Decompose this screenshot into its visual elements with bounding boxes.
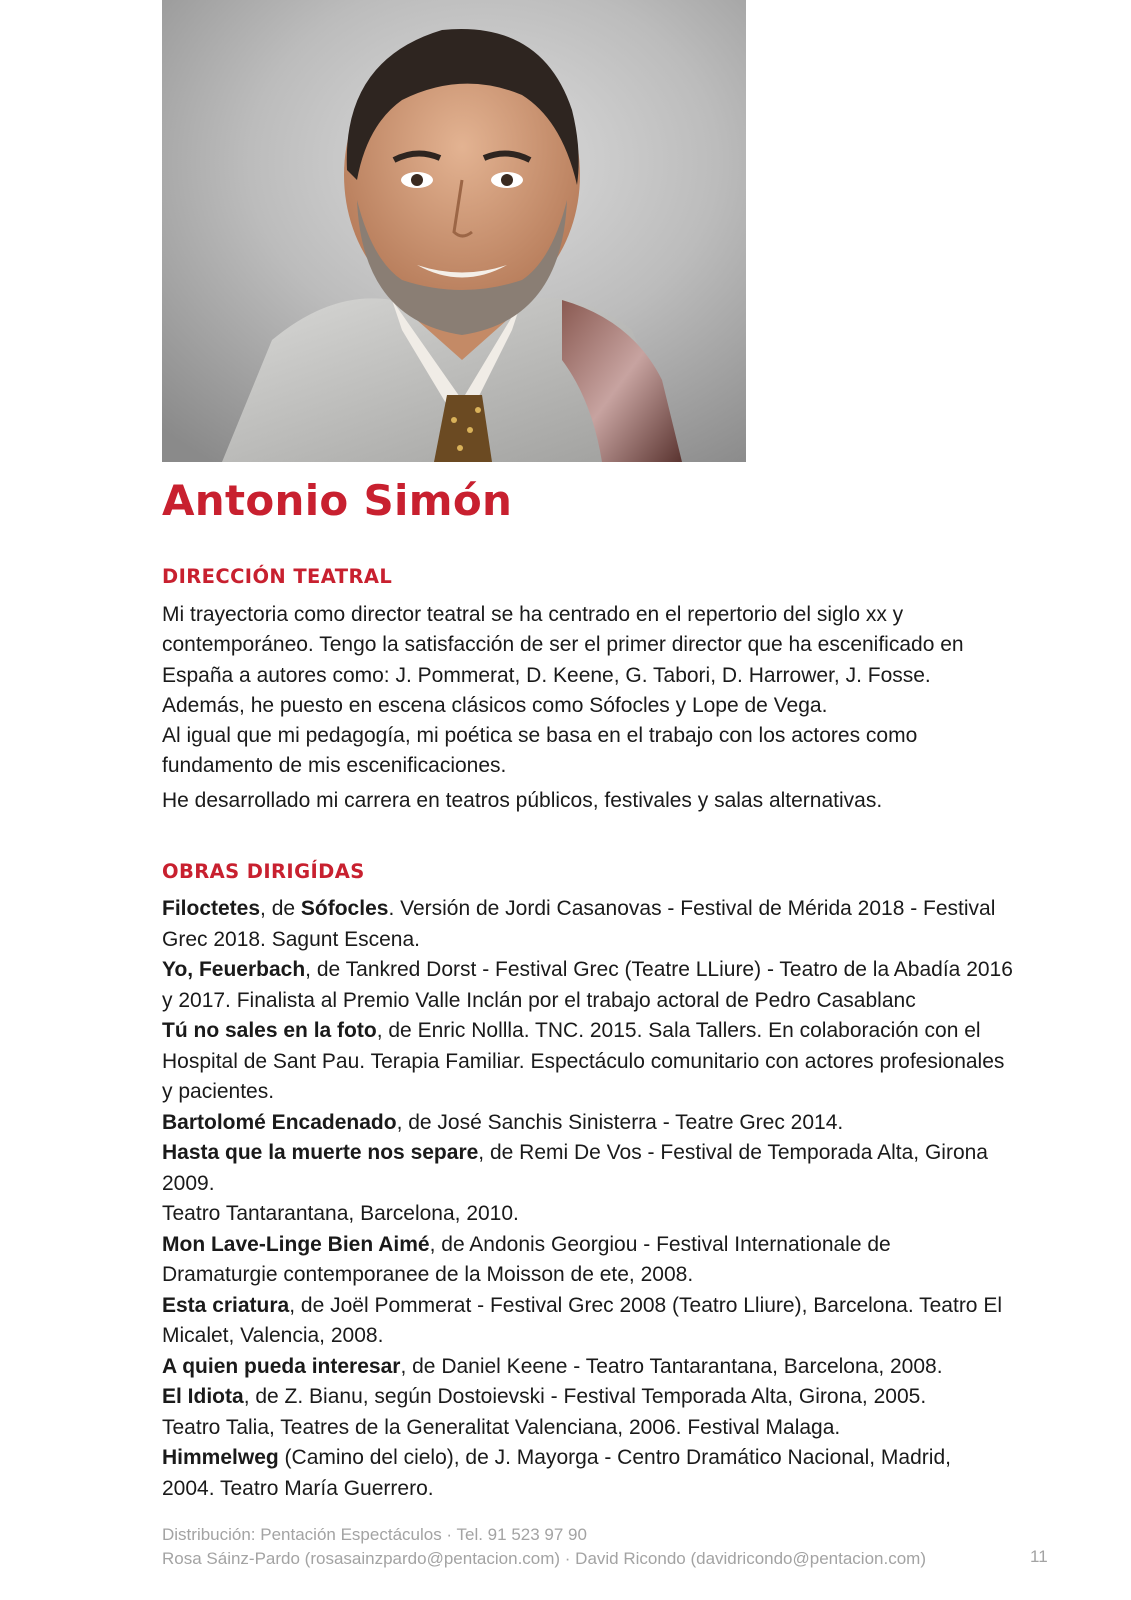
work-title: El Idiota: [162, 1385, 244, 1408]
work-details: (Camino del cielo), de J. Mayorga - Centro Dramático Nacional, Madrid,: [278, 1446, 951, 1469]
section-heading-obras: OBRAS DIRIGÍDAS: [162, 860, 365, 883]
work-details-line: Hospital de Sant Pau. Terapia Familiar. Espectáculo comunitario con actores profesionales: [162, 1049, 1005, 1073]
work-details-line: Teatro Talia, Teatres de la Generalitat Valenciana, 2006. Festival Malaga.: [162, 1415, 841, 1439]
work-item-el-idiota: [162, 1382, 1062, 1443]
work-details: , de Enric Nollla. TNC. 2015. Sala Tallers. En colaboración con el: [376, 1019, 981, 1042]
work-title: Himmelweg: [162, 1446, 279, 1469]
footer-contact: [162, 1523, 926, 1571]
work-item-bartolome-encadenado: [162, 1108, 1062, 1139]
bio-line: fundamento de mis escenificaciones.: [162, 754, 507, 778]
work-item-himmelweg: [162, 1443, 1062, 1504]
work-title: Hasta que la muerte nos separe: [162, 1141, 479, 1164]
work-details: , de Z. Bianu, según Dostoievski - Festival Temporada Alta, Girona, 2005.: [243, 1385, 927, 1408]
work-item-tu-no-sales-en-la-foto: [162, 1016, 1062, 1108]
footer-contacts: Rosa Sáinz-Pardo (rosasainzpardo@pentacion.com) · David Ricondo (davidricondo@pentacion.com): [162, 1549, 926, 1568]
work-title: Yo, Feuerbach: [162, 958, 306, 981]
work-title: Tú no sales en la foto: [162, 1019, 377, 1042]
work-details: . Versión de Jordi Casanovas - Festival de Mérida 2018 - Festival: [388, 897, 996, 920]
work-details-line: 2009.: [162, 1171, 215, 1195]
bio-line: Además, he puesto en escena clásicos como Sófocles y Lope de Vega.: [162, 693, 828, 717]
bio-line: contemporáneo. Tengo la satisfacción de ser el primer director que ha escenificado en: [162, 633, 964, 657]
portrait-photo: [162, 0, 746, 462]
work-details: , de Andonis Georgiou - Festival Internationale de: [429, 1232, 891, 1256]
work-separator: , de: [260, 897, 301, 920]
work-item-yo-feuerbach: [162, 955, 1062, 1016]
work-details: , de José Sanchis Sinisterra - Teatre Grec 2014.: [396, 1110, 844, 1134]
bio-line: Mi trayectoria como director teatral se ha centrado en el repertorio del siglo xx y: [162, 603, 904, 626]
section-heading-direccion: DIRECCIÓN TEATRAL: [162, 565, 393, 588]
work-item-filoctetes: [162, 894, 1062, 955]
work-details: , de Daniel Keene - Teatro Tantarantana, Barcelona, 2008.: [400, 1354, 943, 1378]
works-list: [162, 894, 1062, 1504]
work-details-line: Micalet, Valencia, 2008.: [162, 1324, 384, 1347]
work-details-line: y pacientes.: [162, 1080, 275, 1103]
person-name: Antonio Simón: [162, 476, 513, 525]
work-details-line: y 2017. Finalista al Premio Valle Inclán por el trabajo actoral de Pedro Casablanc: [162, 988, 916, 1012]
work-details: , de Joël Pommerat - Festival Grec 2008 (Teatro Lliure), Barcelona. Teatro El: [289, 1293, 1002, 1317]
direccion-bio: [162, 600, 1062, 816]
work-author: Sófocles: [300, 897, 389, 920]
work-title: Mon Lave-Linge Bien Aimé: [162, 1232, 430, 1256]
work-item-mon-lave-linge: [162, 1230, 1062, 1291]
work-details: , de Tankred Dorst - Festival Grec (Teatre LLiure) - Teatro de la Abadía 2016: [305, 958, 1013, 981]
bio-line: España a autores como: J. Pommerat, D. Keene, G. Tabori, D. Harrower, J. Fosse.: [162, 663, 931, 687]
work-title: Filoctetes: [162, 897, 261, 920]
work-item-a-quien-pueda-interesar: [162, 1352, 1062, 1383]
work-title: A quien pueda interesar: [162, 1354, 401, 1378]
work-details-line: Teatro Tantarantana, Barcelona, 2010.: [162, 1202, 519, 1225]
work-details: , de Remi De Vos - Festival de Temporada Alta, Girona: [478, 1141, 988, 1164]
work-item-esta-criatura: [162, 1291, 1062, 1352]
work-details-line: Dramaturgie contemporanee de la Moisson de ete, 2008.: [162, 1263, 694, 1286]
footer-distribution: Distribución: Pentación Espectáculos · Tel. 91 523 97 90: [162, 1525, 587, 1544]
work-details-line: Grec 2018. Sagunt Escena.: [162, 927, 420, 951]
work-title: Esta criatura: [162, 1293, 290, 1317]
work-details-line: 2004. Teatro María Guerrero.: [162, 1476, 434, 1500]
bio-line: He desarrollado mi carrera en teatros públicos, festivales y salas alternativas.: [162, 788, 883, 812]
page-number: 11: [1030, 1547, 1048, 1566]
work-item-hasta-que-la-muerte: [162, 1138, 1062, 1230]
bio-line: Al igual que mi pedagogía, mi poética se basa en el trabajo con los actores como: [162, 724, 918, 748]
work-title: Bartolomé Encadenado: [162, 1110, 397, 1134]
